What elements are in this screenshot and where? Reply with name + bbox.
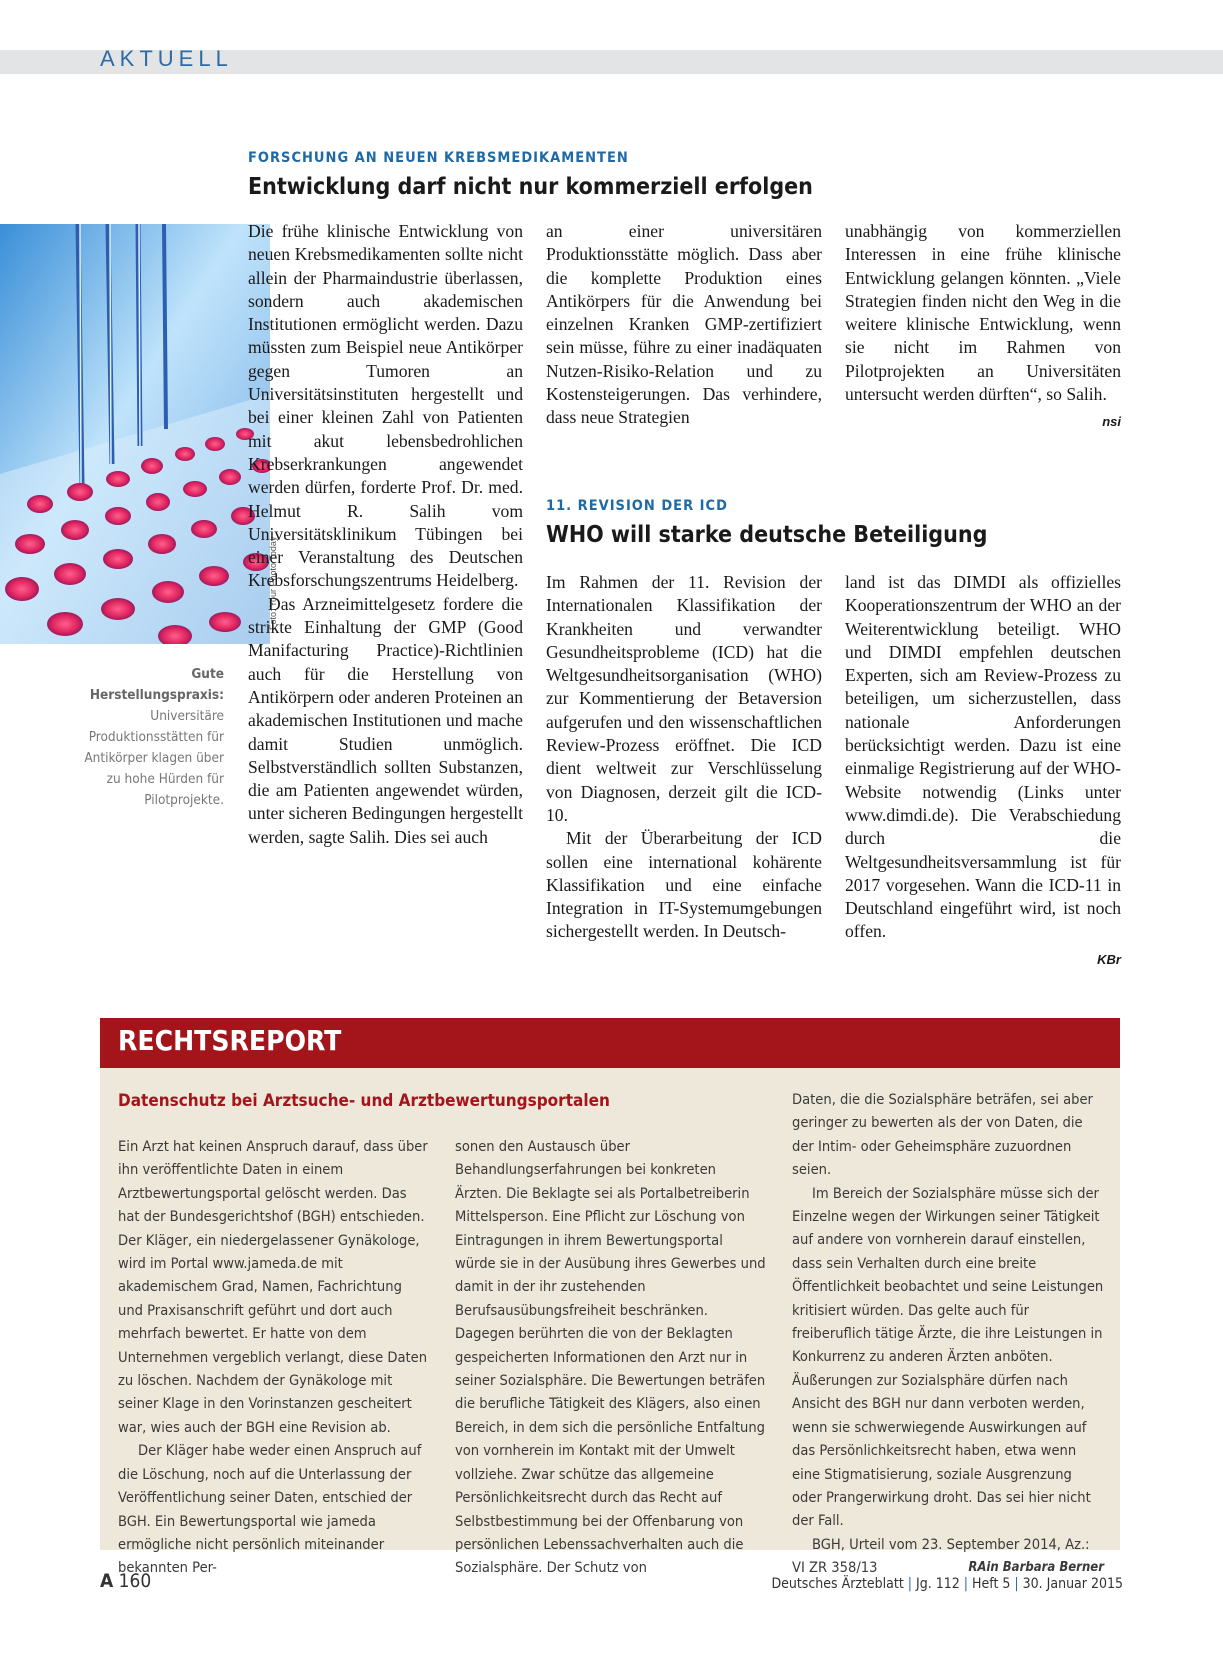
- rechtsreport-col1-para2: Der Kläger habe weder einen Anspruch auf die Löschung, noch auf die Unterlassung der Veröffentlichung seiner Daten, entschied der BGH. Ein Bewertungsportal wie jameda ermögliche nicht persönlich miteinander bekannten Per-: [118, 1442, 422, 1577]
- rechtsreport-column-2: [455, 1135, 767, 1580]
- photo-credit: Foto: Your Photo Today: [268, 536, 278, 630]
- article1-col2-para: an einer universitären Produktionsstätte möglich. Dass aber die komplette Produktion eines Antikörpers für die Anwendung bei einzelnen Kranken GMP-zertifiziert sein müsse, führe zu einer inadäquaten Nutzen-Risiko-Relation und zu Kostensteigerungen. Das verhindere, dass neue Strategien: [546, 221, 822, 428]
- article2-col2-para: land ist das DIMDI als offizielles Kooperationszentrum der WHO an der Weiterentwicklung beteiligt. WHO und DIMDI empfehlen deutschen Experten, sich am Review-Prozess zu beteiligen, um sicherzustellen, dass nationale Anforderungen berücksichtigt werden. Dazu ist eine einmalige Registrierung auf der WHO-Website notwendig (Links unter www.dimdi.de). Die Verabschiedung durch die Weltgesundheitsversammlung ist für 2017 vorgesehen. Wann die ICD-11 in Deutschland eingeführt wird, ist noch offen.: [845, 572, 1121, 942]
- page-prefix: A: [100, 1570, 114, 1592]
- journal-name: Deutsches Ärzteblatt: [771, 1576, 904, 1592]
- article1-column-1: [248, 220, 523, 849]
- page-number-value: 160: [118, 1570, 152, 1592]
- article1-kicker: FORSCHUNG AN NEUEN KREBSMEDIKAMENTEN: [248, 150, 629, 166]
- rechtsreport-col2-para: sonen den Austausch über Behandlungserfahrungen bei konkreten Ärzten. Die Beklagte sei als Portalbetreiberin Mittelsperson. Eine Pflicht zur Löschung von Eintragungen in ihrem Bewertungsportal würde sie in der Ausübung ihres Gewerbes und damit in der ihr zustehenden Berufsausübungsfreiheit beschränken. Dagegen berührten die von der Beklagten gespeicherten Informationen den Arzt nur in seiner Sozialsphäre. Die Bewertungen beträfen die berufliche Tätigkeit des Klägers, also einen Bereich, in dem sich die persönliche Entfaltung von vornherein im Kontakt mit der Umwelt vollziehe. Zwar schütze das allgemeine Persönlichkeitsrecht durch das Recht auf Selbstbestimmung bei der Offenbarung von persönlichen Lebenssachverhalten auch die Sozialsphäre. Der Schutz von: [455, 1138, 766, 1577]
- article2-column-2: [845, 571, 1121, 971]
- rechtsreport-column-1: [118, 1135, 430, 1580]
- article2-kicker: 11. REVISION DER ICD: [546, 498, 728, 514]
- caption-bold: Gute Herstellungspraxis:: [89, 666, 224, 703]
- article2-signature: KBr: [1097, 951, 1121, 967]
- article2-col1-para1: Im Rahmen der 11. Revision der Internationalen Klassifikation der Krankheiten und verwandter Gesundheitsprobleme (ICD) hat die Weltgesundheitsorganisation (WHO) zur Kommentierung der Betaversion aufgerufen und den wissenschaftlichen Review-Prozess eröffnet. Die ICD dient weltweit zur Verschlüsselung von Diagnosen, derzeit gilt die ICD-10.: [546, 572, 822, 825]
- article1-col1-para1: Die frühe klinische Entwicklung von neuen Krebsmedikamenten sollte nicht allein der Pharmaindustrie überlassen, sondern auch akademischen Institutionen ermöglicht werden. Dazu müssten zum Beispiel neue Antikörper gegen Tumoren an Universitätsinstituten hergestellt und bei einer kleinen Zahl von Patienten mit akut lebensbedrohlichen Krebserkrankungen angewendet werden dürfen, forderte Prof. Dr. med. Helmut R. Salih vom Universitätsklinikum Tübingen bei einer Veranstaltung des Deutschen Krebsforschungszentrums Heidelberg.: [248, 221, 523, 591]
- rechtsreport-title: RECHTSREPORT: [118, 1024, 342, 1057]
- journal-issue: Heft 5: [972, 1576, 1011, 1592]
- rechtsreport-col3-para2: Im Bereich der Sozialsphäre müsse sich der Einzelne wegen der Wirkungen seiner Tätigkeit auf andere von vornherein darauf einstellen, dass sein Verhalten durch eine breite Öffentlichkeit beobachtet und seine Leistungen kritisiert würden. Das gelte auch für freiberuflich tätige Ärzte, die ihre Leistungen in Konkurrenz zu anderen Ärzten anböten. Äußerungen zur Sozialsphäre dürfen nach Ansicht des BGH nur dann verboten werden, wenn sie schwerwiegende Auswirkungen auf das Persönlichkeitsrecht haben, etwa wenn eine Stigmatisierung, soziale Ausgrenzung oder Prangerwirkung droht. Das sei hier nicht der Fall.: [792, 1184, 1104, 1530]
- rechtsreport-headline: Datenschutz bei Arztsuche- und Arztbewertungsportalen: [118, 1091, 610, 1111]
- court-reference: BGH, Urteil vom 23. September 2014, Az.: VI ZR 358/13: [792, 1535, 1090, 1577]
- article1-column-3: [845, 220, 1121, 434]
- journal-volume: Jg. 112: [916, 1576, 960, 1592]
- article1-col1-para2: Das Arzneimittelgesetz fordere die strikte Einhaltung der GMP (Good Manifacturing Practice)-Richtlinien auch für die Herstellung von Antikörpern oder anderen Proteinen an akademischen Institutionen und mache damit Studien unmöglich. Selbstverständlich sollten Substanzen, die am Patienten angewendet würden, unter sicheren Bedingungen hergestellt werden, sagte Salih. Dies sei auch: [248, 593, 523, 847]
- rechtsreport-col1-para1: Ein Arzt hat keinen Anspruch darauf, dass über ihn veröffentlichte Daten in einem Arztbewertungsportal gelöscht werden. Das hat der Bundesgerichtshof (BGH) entschieden. Der Kläger, ein niedergelassener Gynäkologe, wird im Portal www.jameda.de mit akademischem Grad, Namen, Fachrichtung und Praxisanschrift geführt und dort auch mehrfach bewertet. Er hatte von dem Unternehmen vergeblich verlangt, diese Daten zu löschen. Nachdem der Gynäkologe mit seiner Klage in den Vorinstanzen gescheitert war, wies auch der BGH eine Revision ab.: [118, 1138, 428, 1436]
- article2-col1-para2: Mit der Überarbeitung der ICD sollen eine international kohärente Klassifikation und eine einfache Integration in IT-Systemumgebungen sichergestellt werden. In Deutsch-: [546, 828, 822, 942]
- journal-date: 30. Januar 2015: [1022, 1576, 1123, 1592]
- rechtsreport-col3-para1: Daten, die die Sozialsphäre beträfen, sei aber geringer zu bewerten als der von Daten, die der Intim- oder Geheimsphäre zuzuordnen seien.: [792, 1091, 1093, 1179]
- section-label: AKTUELL: [100, 46, 233, 71]
- rechtsreport-col3-para3: [792, 1533, 1104, 1580]
- article1-headline: Entwicklung darf nicht nur kommerziell erfolgen: [248, 174, 813, 200]
- rechtsreport-column-3: [792, 1088, 1104, 1580]
- lab-photo: [0, 224, 270, 644]
- article1-signature: nsi: [1102, 414, 1121, 430]
- article1-col3-para: unabhängig von kommerziellen Interessen in eine frühe klinische Entwicklung gelangen könnten. „Viele Strategien finden nicht den Weg in die weitere klinische Entwicklung, wenn sie nicht im Rahmen von Pilotprojekten an Universitäten untersucht werden dürften“, so Salih.: [845, 221, 1121, 405]
- rechtsreport-signature: RAin Barbara Berner: [968, 1560, 1104, 1576]
- article2-headline: WHO will starke deutsche Beteiligung: [546, 522, 988, 548]
- lab-pipette-image: [0, 224, 270, 644]
- photo-caption: [82, 664, 224, 811]
- article2-column-1: [546, 571, 822, 944]
- journal-footer: Deutsches Ärzteblatt | Jg. 112 | Heft 5 | 30. Januar 2015: [771, 1576, 1123, 1592]
- caption-text: Universitäre Produktionsstätten für Antikörper klagen über zu hohe Hürden für Pilotprojekte.: [84, 708, 224, 808]
- article1-column-2: [546, 220, 822, 430]
- page-number: [100, 1570, 151, 1592]
